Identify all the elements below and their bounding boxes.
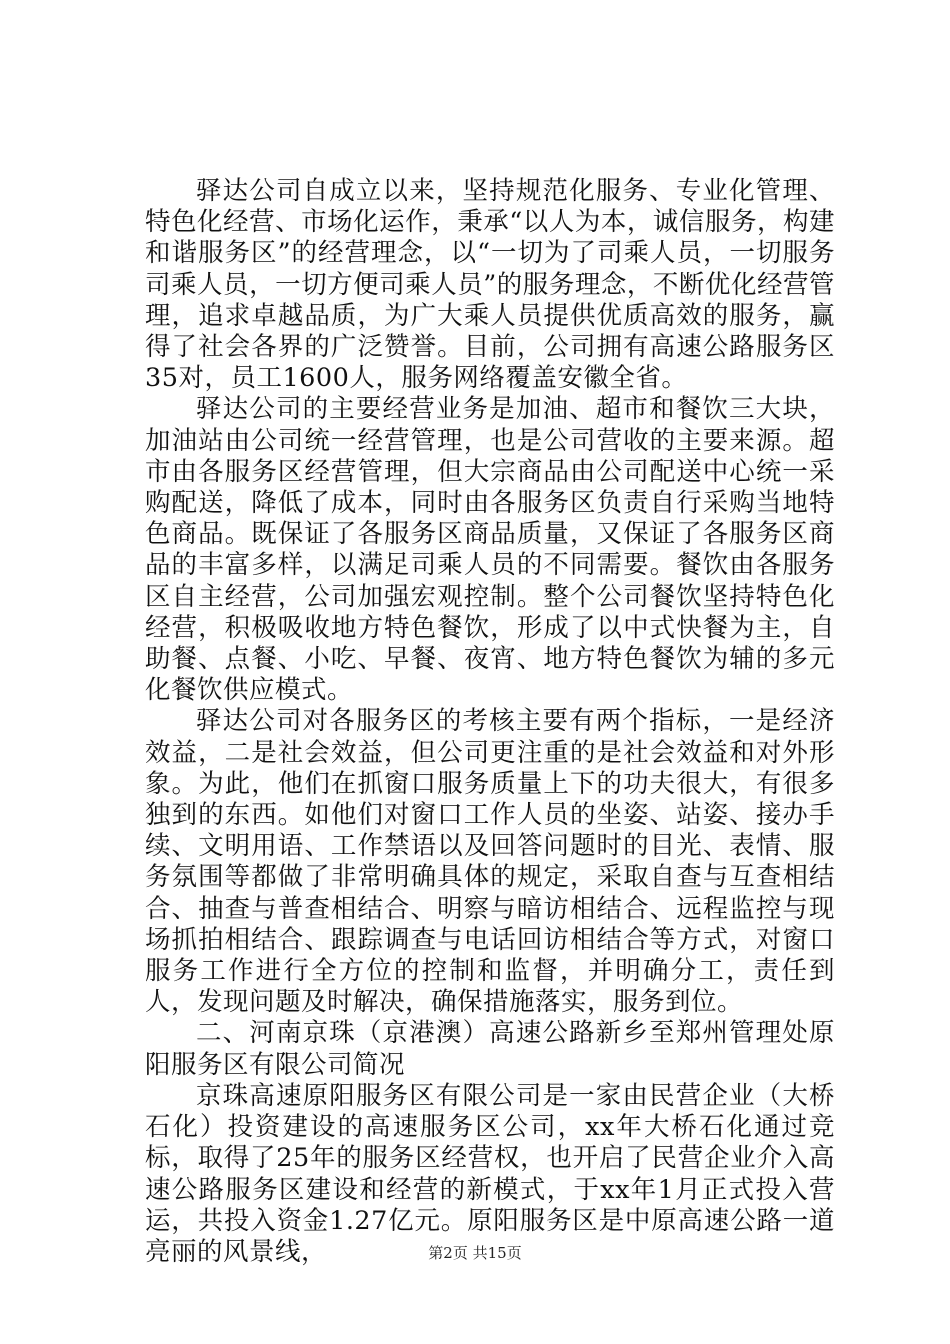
document-body — [145, 176, 835, 1268]
page-number: 第2页 共15页 — [428, 1244, 522, 1262]
paragraph-4: 京珠高速原阳服务区有限公司是一家由民营企业（大桥石化）投资建设的高速服务区公司，xx年大桥石化通过竞标，取得了25年的服务区经营权，也开启了民营企业介入高速公路服务区建设和经营的新模式，于xx年1月正式投入营运，共投入资金1.27亿元。原阳服务区是中原高速公路一道亮丽的风景线， — [145, 1080, 835, 1267]
paragraph-1: 驿达公司自成立以来，坚持规范化服务、专业化管理、特色化经营、市场化运作，秉承“以人为本，诚信服务，构建和谐服务区”的经营理念，以“一切为了司乘人员，一切服务司乘人员，一切方便司乘人员”的服务理念，不断优化经营管理，追求卓越品质，为广大乘人员提供优质高效的服务，赢得了社会各界的广泛赞誉。目前，公司拥有高速公路服务区35对，员工1600人，服务网络覆盖安徽全省。 — [145, 176, 835, 394]
paragraph-2: 驿达公司的主要经营业务是加油、超市和餐饮三大块，加油站由公司统一经营管理，也是公司营收的主要来源。超市由各服务区经营管理，但大宗商品由公司配送中心统一采购配送，降低了成本，同时由各服务区负责自行采购当地特色商品。既保证了各服务区商品质量，又保证了各服务区商品的丰富多样，以满足司乘人员的不同需要。餐饮由各服务区自主经营，公司加强宏观控制。整个公司餐饮坚持特色化经营，积极吸收地方特色餐饮，形成了以中式快餐为主，自助餐、点餐、小吃、早餐、夜宵、地方特色餐饮为辅的多元化餐饮供应模式。 — [145, 394, 835, 706]
section-heading: 二、河南京珠（京港澳）高速公路新乡至郑州管理处原阳服务区有限公司简况 — [145, 1018, 835, 1080]
paragraph-3: 驿达公司对各服务区的考核主要有两个指标，一是经济效益，二是社会效益，但公司更注重的是社会效益和对外形象。为此，他们在抓窗口服务质量上下的功夫很大，有很多独到的东西。如他们对窗口工作人员的坐姿、站姿、接办手续、文明用语、工作禁语以及回答问题时的目光、表情、服务氛围等都做了非常明确具体的规定，采取自查与互查相结合、抽查与普查相结合、明察与暗访相结合、远程监控与现场抓拍相结合、跟踪调查与电话回访相结合等方式，对窗口服务工作进行全方位的控制和监督，并明确分工，责任到人，发现问题及时解决，确保措施落实，服务到位。 — [145, 706, 835, 1018]
